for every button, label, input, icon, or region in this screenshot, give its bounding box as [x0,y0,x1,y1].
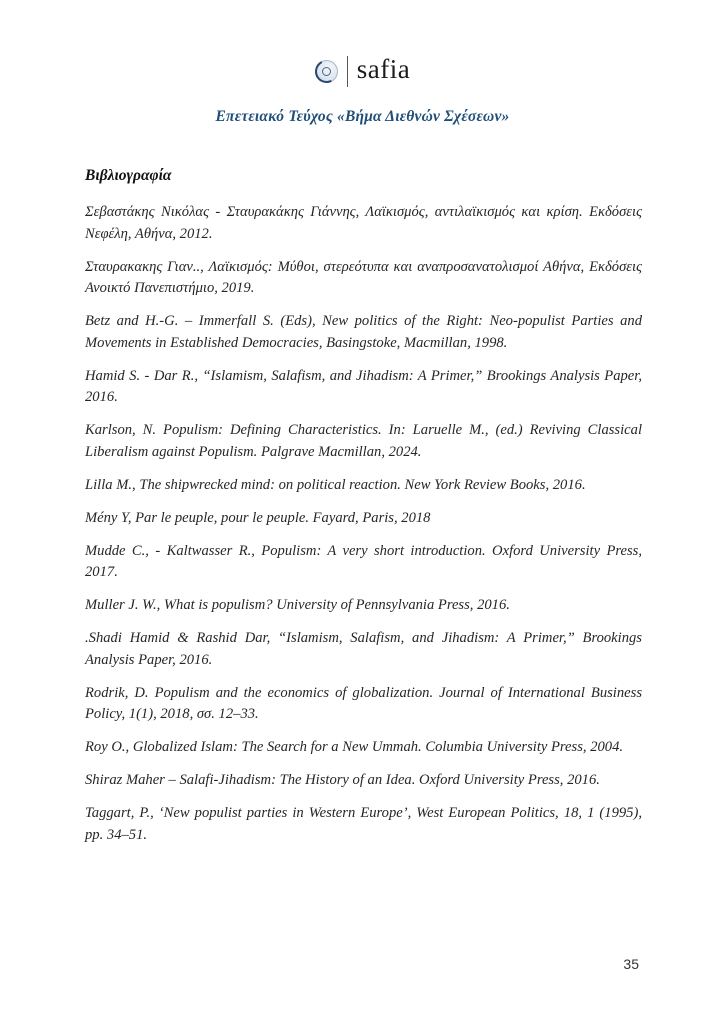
bibliography-entry: Shiraz Maher – Salafi-Jihadism: The History of an Idea. Oxford University Press, 2016. [85,772,600,788]
bibliography-entry: Hamid S. - Dar R., “Islamism, Salafism, and Jihadism: A Primer,” Brookings Analysis Paper, 2016. [85,367,642,405]
bibliography-entry: Σεβαστάκης Νικόλας - Σταυρακάκης Γιάννης, Λαϊκισμός, αντιλαϊκισμός και κρίση. Εκδόσεις Νεφέλη, Αθήνα, 2012. [85,204,642,242]
journal-logo [0,52,725,90]
bibliography-entry: .Shadi Hamid & Rashid Dar, “Islamism, Salafism, and Jihadism: A Primer,” Brookings Analysis Paper, 2016. [85,630,642,668]
safia-seal-icon [315,60,338,83]
bibliography-entry: Mény Y, Par le peuple, pour le peuple. Fayard, Paris, 2018 [85,509,431,526]
bibliography-entry: Roy O., Globalized Islam: The Search for a New Ummah. Columbia University Press, 2004. [85,739,624,755]
bibliography-entry: Mudde C., - Kaltwasser R., Populism: A very short introduction. Oxford University Press, 2017. [85,542,642,580]
logo-divider [347,56,348,87]
bibliography-entry: Lilla M., The shipwrecked mind: on political reaction. New York Review Books, 2016. [85,476,586,493]
issue-title: Επετειακό Τεύχος «Βήμα Διεθνών Σχέσεων» [215,108,510,125]
bibliography-entry: Betz and H.-G. – Immerfall S. (Eds), New politics of the Right: Neo-populist Parties and Movements in Established Democracies, Basingstoke, Macmillan, 1998. [85,313,642,351]
bibliography-section [85,167,642,858]
bibliography-heading: Βιβλιογραφία [85,167,172,184]
bibliography-entry: Muller J. W., What is populism? University of Pennsylvania Press, 2016. [85,597,510,613]
bibliography-entry: Karlson, N. Populism: Defining Characteristics. In: Laruelle M., (ed.) Reviving Classical Liberalism against Populism. Palgrave Macmillan, 2024. [85,422,642,460]
brand-name: safia [356,54,411,84]
bibliography-entry: Σταυρακακης Γιαν.., Λαϊκισμός: Μύθοι, στερεότυπα και αναπροσανατολισμοί Αθήνα, Εκδόσεις Ανοικτό Πανεπιστήμιο, 2019. [85,258,642,296]
bibliography-entry: Taggart, P., ‘New populist parties in Western Europe’, West European Politics, 18, 1 (1995), pp. 34–51. [85,805,642,843]
page-number: 35 [623,956,639,972]
bibliography-entry: Rodrik, D. Populism and the economics of globalization. Journal of International Business Policy, 1(1), 2018, σσ. 12–33. [85,684,642,722]
